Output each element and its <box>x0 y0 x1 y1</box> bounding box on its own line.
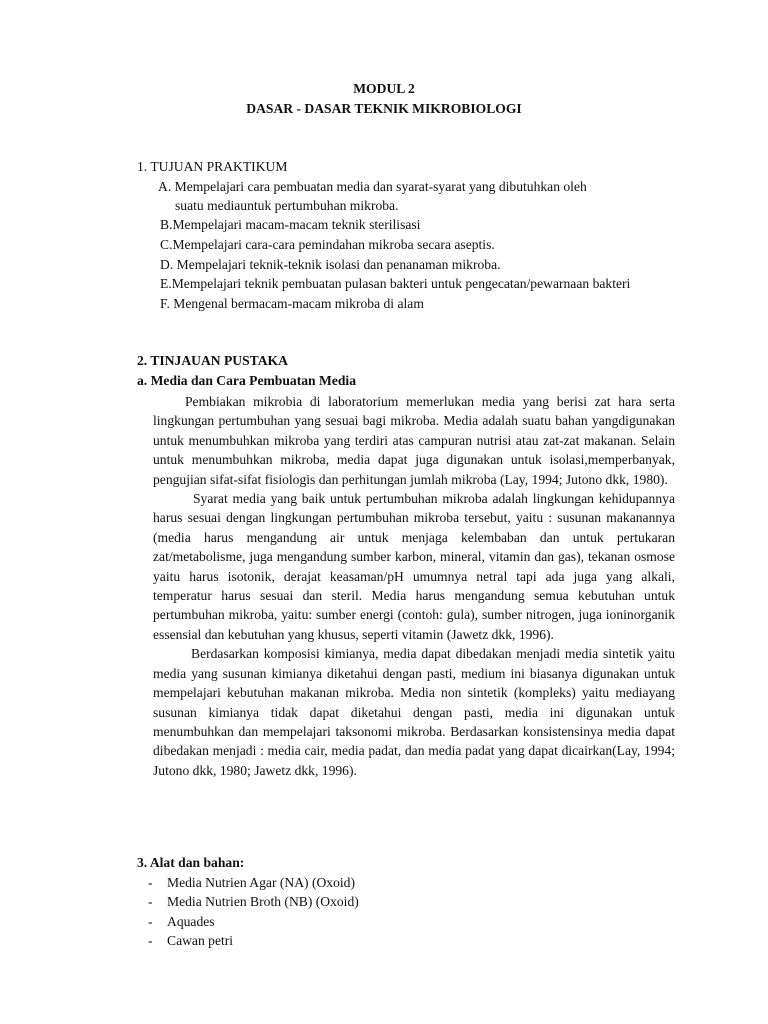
subsection-heading-media: a. Media dan Cara Pembuatan Media <box>137 373 357 388</box>
paragraph-syarat-media: Syarat media yang baik untuk pertumbuhan mikroba adalah lingkungan kehidupannya harus sesuai dengan lingkungan pertumbuhan mikroba tersebut, yaitu : susunan makanannya (media harus mengandung air untuk menjaga kelembaban dan untuk pertukaran zat/metabolisme, juga mengandung sumber karbon, mineral, vitamin dan gas), tekanan osmose yaitu harus isotonik, derajat keasaman/pH umumnya netral tapi ada juga yang alkali, temperatur harus sesuai dan steril. Media harus mengandung semua kebutuhan untuk pertumbuhan mikroba, yaitu: sumber energi (contoh: gula), sumber nitrogen, juga ioninorganik essensial dan kebutuhan yang khusus, seperti vitamin (Jawetz dkk, 1996). <box>153 491 675 642</box>
material-item: Aquades <box>167 914 215 929</box>
material-item: Media Nutrien Agar (NA) (Oxoid) <box>167 875 355 890</box>
objective-item: C.Mempelajari cara-cara pemindahan mikroba secara aseptis. <box>160 237 495 252</box>
section-heading-tujuan: 1. TUJUAN PRAKTIKUM <box>137 159 288 174</box>
objective-item: D. Mempelajari teknik-teknik isolasi dan penanaman mikroba. <box>160 257 501 272</box>
module-number: MODUL 2 <box>353 81 415 96</box>
bullet-dash: - <box>148 894 153 909</box>
bullet-dash: - <box>148 875 153 890</box>
bullet-dash: - <box>148 933 153 948</box>
section-heading-tinjauan: 2. TINJAUAN PUSTAKA <box>137 353 288 368</box>
bullet-dash: - <box>148 914 153 929</box>
paragraph-komposisi: Berdasarkan komposisi kimianya, media dapat dibedakan menjadi media sintetik yaitu media yang susunan kimianya diketahui dengan pasti, medium ini biasanya digunakan untuk mempelajari kebutuhan makanan mikroba. Media non sintetik (kompleks) yaitu mediayang susunan kimianya tidak dapat diketahui dengan pasti, media ini digunakan untuk menumbuhkan dan mempelajari taksonomi mikroba. Berdasarkan konsistensinya media dapat dibedakan menjadi : media cair, media padat, dan media padat yang dapat dicairkan(Lay, 1994; Jutono dkk, 1980; Jawetz dkk, 1996). <box>153 646 675 778</box>
objective-item: E.Mempelajari teknik pembuatan pulasan bakteri untuk pengecatan/pewarnaan bakteri <box>160 276 631 291</box>
paragraph-pembiakan: Pembiakan mikrobia di laboratorium memerlukan media yang berisi zat hara serta lingkungan pertumbuhan yang sesuai bagi mikroba. Media adalah suatu bahan yangdigunakan untuk menumbuhkan mikroba yang terdiri atas campuran nutrisi atau zat-zat makanan. Selain untuk menumbuhkan mikroba, media dapat juga digunakan untuk isolasi,memperbanyak, pengujian sifat-sifat fisiologis dan perhitungan jumlah mikroba (Lay, 1994; Jutono dkk, 1980). <box>153 394 675 487</box>
objective-item: A. Mempelajari cara pembuatan media dan syarat-syarat yang dibutuhkan oleh <box>158 179 587 194</box>
material-item: Media Nutrien Broth (NB) (Oxoid) <box>167 894 359 909</box>
objective-item-continued: suatu mediauntuk pertumbuhan mikroba. <box>175 198 399 213</box>
document-title: DASAR - DASAR TEKNIK MIKROBIOLOGI <box>246 101 522 116</box>
material-item: Cawan petri <box>167 933 234 948</box>
literature-review-body <box>153 392 675 780</box>
objective-item: B.Mempelajari macam-macam teknik sterilisasi <box>160 217 421 232</box>
objective-item: F. Mengenal bermacam-macam mikroba di alam <box>160 296 424 311</box>
section-heading-alat-bahan: 3. Alat dan bahan: <box>137 855 245 870</box>
